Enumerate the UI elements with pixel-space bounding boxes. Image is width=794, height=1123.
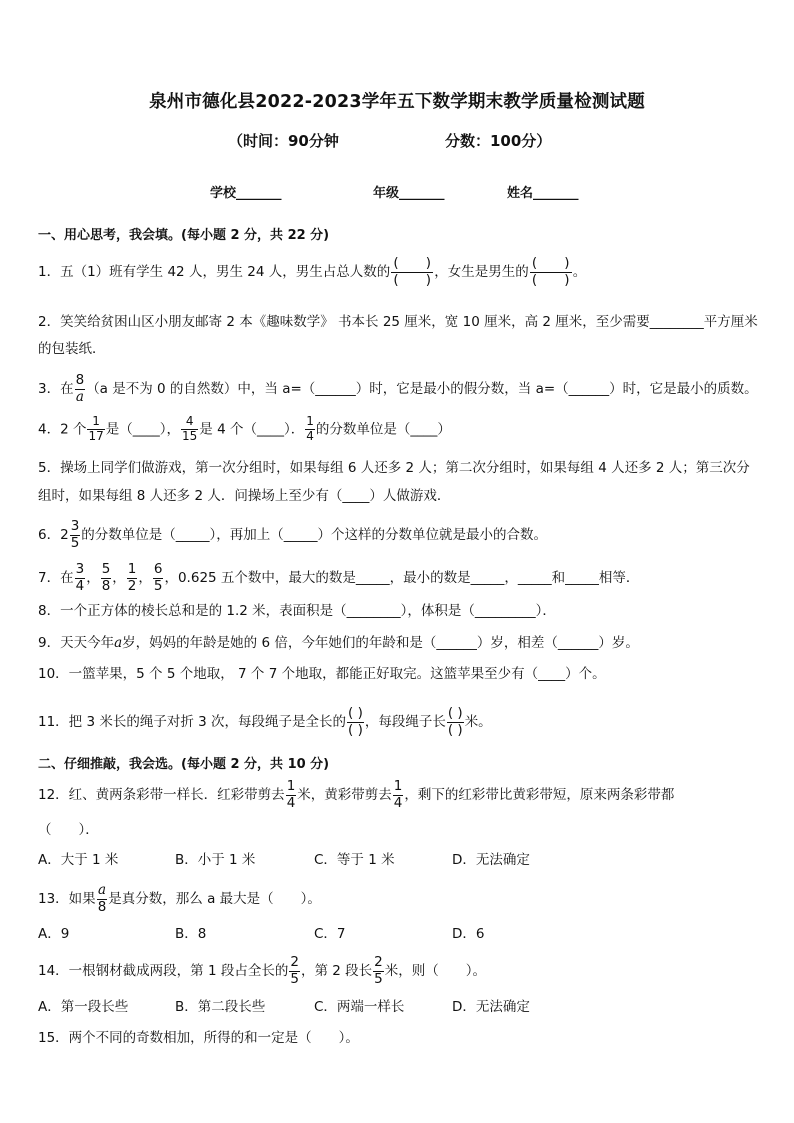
question-7: 7．在 $\frac{3}{4}$ ， $\frac{5}{8}$ ， $\frac{1}{2}$ ， $\frac{6}{5}$ ，0.625 五个数中，最大的数是_____，最小的数是_____，_____和_____相等．: [38, 561, 640, 594]
question-3: 3．在 $\frac{8}{a}$ （a 是不为 0 的自然数）中，当 a=（______）时，它是最小的假分数，当 a=（______）时，它是最小的质数。: [38, 372, 758, 405]
section-heading-fill: 一、用心思考，我会填。(每小题 2 分，共 22 分): [38, 228, 330, 243]
name-field[interactable]: 姓名_______: [507, 186, 579, 201]
option-c[interactable]: C．两端一样长: [314, 999, 405, 1015]
answer-blank[interactable]: $\frac{( )}{( )}$: [530, 256, 572, 288]
page-title: 泉州市德化县2022-2023学年五下数学期末教学质量检测试题: [149, 92, 645, 112]
answer-blank[interactable]: $\frac{( )}{( )}$: [447, 705, 463, 738]
answer-blank[interactable]: $\frac{( )}{( )}$: [348, 705, 363, 738]
option-d[interactable]: D．6: [452, 926, 485, 942]
option-a[interactable]: A．第一段长些: [38, 999, 129, 1015]
option-b[interactable]: B．第二段长些: [175, 999, 266, 1015]
option-a[interactable]: A．9: [38, 926, 70, 942]
option-d[interactable]: D．无法确定: [452, 852, 530, 868]
option-a[interactable]: A．大于 1 米: [38, 852, 119, 868]
question-12: 12．红、黄两条彩带一样长．红彩带剪去 $\frac{1}{4}$ 米，黄彩带剪去 $\frac{1}{4}$ ，剩下的红彩带比黄彩带短，原来两条彩带都: [38, 778, 675, 811]
option-d[interactable]: D．无法确定: [452, 999, 530, 1015]
time-limit: （时间：90分钟: [228, 132, 339, 150]
question-9: 9．天天今年a岁，妈妈的年龄是她的 6 倍，今年她们的年龄和是（______）岁，相差（______）岁。: [38, 635, 639, 651]
school-field[interactable]: 学校_______: [210, 186, 282, 201]
question-6: 6．2 $\frac{3}{5}$ 的分数单位是（_____），再加上（_____）个这样的分数单位就是最小的合数。: [38, 518, 548, 551]
question-2: 2．笑笑给贫困山区小朋友邮寄 2 本《趣味数学》 书本长 25 厘米，宽 10 厘米，高 2 厘米，至少需要________平方厘米的包装纸．: [38, 314, 758, 357]
question-1: 1．五（1）班有学生 42 人，男生 24 人，男生占总人数的 $\frac{( )}{( )}$ ，女生是男生的 $\frac{( )}{( )}$ 。: [38, 255, 587, 288]
question-4: 4．2 个 $\frac{1}{17}$ 是（____）， $\frac{4}{15}$ 是 4 个（____）． $\frac{1}{4}$ 的分数单位是（____）: [38, 414, 451, 443]
option-b[interactable]: B．小于 1 米: [175, 852, 256, 868]
option-b[interactable]: B．8: [175, 926, 207, 942]
question-8: 8．一个正方体的棱长总和是的 1.2 米，表面积是（________），体积是（_________）．: [38, 603, 556, 619]
question-13: 13．如果 $\frac{a}{8}$ 是真分数，那么 a 最大是（ ）。: [38, 882, 321, 915]
option-c[interactable]: C．7: [314, 926, 346, 942]
answer-blank[interactable]: $\frac{( )}{( )}$: [391, 256, 433, 288]
total-score: 分数：100分）: [445, 132, 552, 150]
question-12-bracket: （ ）．: [38, 822, 99, 838]
option-c[interactable]: C．等于 1 米: [314, 852, 395, 868]
question-14: 14．一根钢材截成两段，第 1 段占全长的 $\frac{2}{5}$ ，第 2 段长 $\frac{2}{5}$ 米，则（ ）。: [38, 954, 486, 987]
question-5: 5．操场上同学们做游戏，第一次分组时，如果每组 6 人还多 2 人；第二次分组时，如果每组 4 人还多 2 人；第三次分组时，如果每组 8 人还多 2 人．问操场上至少有（____）人做游戏．: [38, 460, 750, 504]
question-15: 15．两个不同的奇数相加，所得的和一定是（ ）。: [38, 1030, 359, 1046]
grade-field[interactable]: 年级_______: [373, 186, 445, 201]
section-heading-choice: 二、仔细推敲，我会选。(每小题 2 分，共 10 分): [38, 757, 330, 772]
question-11: 11．把 3 米长的绳子对折 3 次，每段绳子是全长的 $\frac{( )}{( )}$ ，每段绳子长 $\frac{( )}{( )}$ 米。: [38, 705, 492, 738]
question-10: 10．一篮苹果，5 个 5 个地取， 7 个 7 个地取，都能正好取完。这篮苹果至少有（____）个。: [38, 666, 606, 682]
